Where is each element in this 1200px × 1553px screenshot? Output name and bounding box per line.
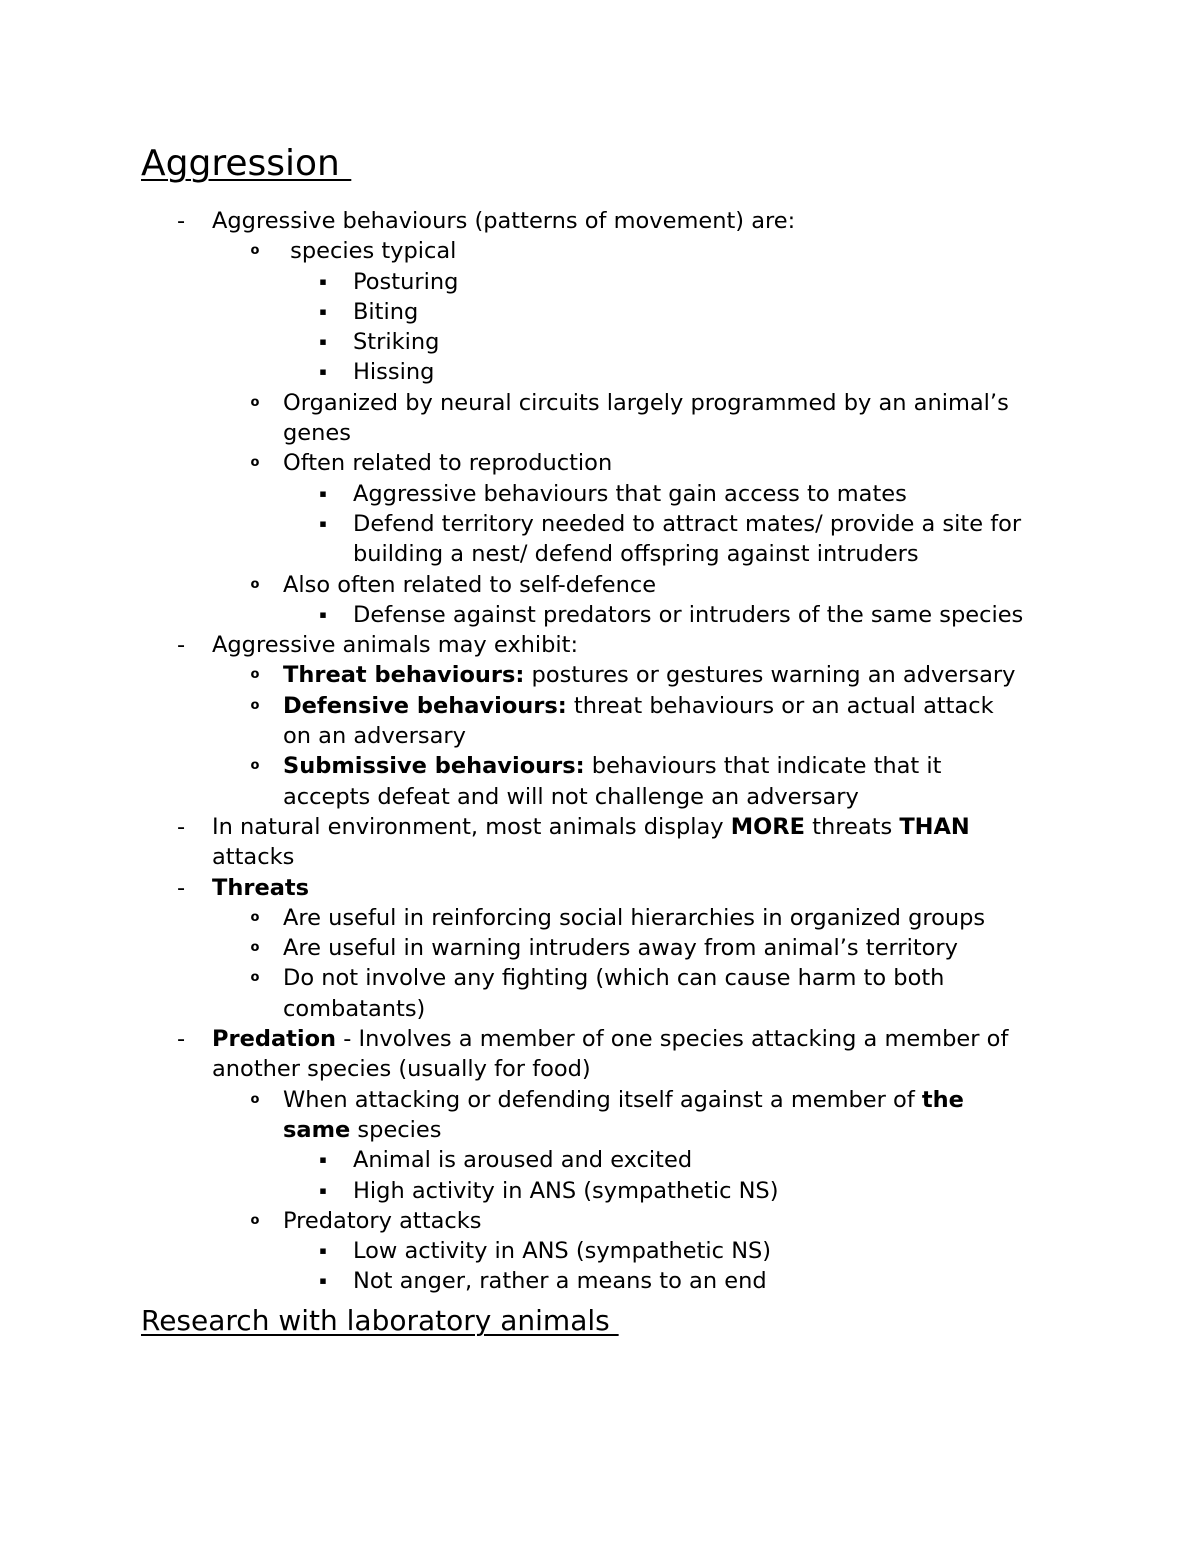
item-text: accepts defeat and will not challenge an adversary: [283, 783, 859, 810]
continuation-line: [0, 994, 1200, 1024]
circle-bullet: o: [250, 940, 260, 956]
continuation-line: [0, 1054, 1200, 1084]
item-text: [283, 1115, 441, 1145]
list-item: [0, 600, 1200, 630]
list-item: [0, 1176, 1200, 1206]
list-item: [0, 1206, 1200, 1236]
item-text: on an adversary: [283, 723, 466, 750]
emphasis-bold: Threats: [212, 874, 310, 901]
section-heading-research: Research with laboratory animals: [141, 1304, 619, 1337]
item-text: Low activity in ANS (sympathetic NS): [353, 1238, 772, 1265]
circle-bullet: o: [250, 576, 260, 592]
circle-bullet: o: [250, 697, 260, 713]
item-text: species typical: [283, 238, 457, 265]
text-segment: In natural environment, most animals display: [212, 813, 731, 840]
list-item: [0, 1085, 1200, 1115]
item-text: Are useful in warning intruders away from animal’s territory: [283, 935, 958, 962]
list-item: [0, 327, 1200, 357]
square-bullet: ▪: [319, 335, 327, 349]
item-text: [283, 751, 941, 781]
item-text: [212, 1024, 1008, 1054]
list-item: [0, 479, 1200, 509]
item-text: Not anger, rather a means to an end: [353, 1268, 767, 1295]
continuation-line: [0, 539, 1200, 569]
circle-bullet: o: [250, 909, 260, 925]
circle-bullet: o: [250, 394, 260, 410]
square-bullet: ▪: [319, 274, 327, 288]
item-text: Animal is aroused and excited: [353, 1147, 693, 1174]
item-text: building a nest/ defend offspring against intruders: [353, 541, 919, 568]
item-text: Also often related to self-defence: [283, 571, 657, 598]
text-segment: threats: [805, 813, 900, 840]
item-text: Do not involve any fighting (which can cause harm to both: [283, 965, 945, 992]
text-segment: When attacking or defending itself against a member of: [283, 1086, 922, 1113]
item-text: [283, 691, 994, 721]
list-item: [0, 630, 1200, 660]
dash-bullet: -: [176, 813, 186, 840]
circle-bullet: o: [250, 455, 260, 471]
circle-bullet: o: [250, 758, 260, 774]
item-text: Often related to reproduction: [283, 450, 613, 477]
list-item: [0, 236, 1200, 266]
item-text: Predatory attacks: [283, 1207, 482, 1234]
square-bullet: ▪: [319, 607, 327, 621]
item-text: Defend territory needed to attract mates/ provide a site for: [353, 510, 1022, 537]
item-text: genes: [283, 420, 351, 447]
list-item: [0, 963, 1200, 993]
square-bullet: ▪: [319, 1244, 327, 1258]
list-item: [0, 570, 1200, 600]
term-bold: Defensive behaviours:: [283, 692, 567, 719]
square-bullet: ▪: [319, 1153, 327, 1167]
square-bullet: ▪: [319, 365, 327, 379]
continuation-line: [0, 842, 1200, 872]
list-item: [0, 357, 1200, 387]
item-text: another species (usually for food): [212, 1056, 591, 1083]
continuation-line: [0, 721, 1200, 751]
item-text: Aggressive animals may exhibit:: [212, 632, 579, 659]
dash-bullet: -: [176, 208, 186, 234]
item-text: [212, 873, 309, 903]
text-segment: species: [350, 1116, 442, 1143]
item-text: combatants): [283, 995, 426, 1022]
list-item: [0, 1024, 1200, 1054]
section-heading-aggression: Aggression: [141, 143, 352, 184]
item-text: Striking: [353, 329, 440, 356]
item-text: Aggressive behaviours that gain access to mates: [353, 480, 907, 507]
square-bullet: ▪: [319, 304, 327, 318]
term-definition: threat behaviours or an actual attack: [566, 692, 994, 719]
emphasis-bold: the: [921, 1086, 964, 1113]
circle-bullet: o: [250, 243, 260, 259]
circle-bullet: o: [250, 970, 260, 986]
item-text: [212, 812, 970, 842]
list-item: [0, 1236, 1200, 1266]
list-item: [0, 509, 1200, 539]
list-item: [0, 751, 1200, 781]
emphasis-bold: THAN: [899, 813, 970, 840]
square-bullet: ▪: [319, 1183, 327, 1197]
item-text: Defense against predators or intruders of the same species: [353, 601, 1024, 628]
list-item: [0, 1266, 1200, 1296]
circle-bullet: o: [250, 1091, 260, 1107]
item-text: attacks: [212, 844, 295, 871]
item-text: Organized by neural circuits largely programmed by an animal’s: [283, 389, 1009, 416]
term-definition: - Involves a member of one species attacking a member of: [336, 1026, 1009, 1053]
outline-list: [0, 206, 1200, 1297]
list-item: [0, 691, 1200, 721]
list-item: [0, 812, 1200, 842]
list-item: [0, 873, 1200, 903]
list-item: [0, 448, 1200, 478]
continuation-line: [0, 1115, 1200, 1145]
dash-bullet: -: [176, 874, 186, 901]
list-item: [0, 1145, 1200, 1175]
square-bullet: ▪: [319, 1274, 327, 1288]
item-text: Biting: [353, 298, 419, 325]
item-text: Are useful in reinforcing social hierarchies in organized groups: [283, 904, 986, 931]
item-text: Hissing: [353, 359, 435, 386]
circle-bullet: o: [250, 667, 260, 683]
list-item: [0, 267, 1200, 297]
term-bold: Threat behaviours:: [283, 662, 525, 689]
list-item: [0, 206, 1200, 236]
continuation-line: [0, 782, 1200, 812]
dash-bullet: -: [176, 1026, 186, 1053]
list-item: [0, 388, 1200, 418]
emphasis-bold: MORE: [730, 813, 805, 840]
continuation-line: [0, 418, 1200, 448]
term-bold: Submissive behaviours:: [283, 753, 585, 780]
item-text: [283, 660, 1015, 690]
list-item: [0, 660, 1200, 690]
list-item: [0, 297, 1200, 327]
term-bold: Predation: [212, 1026, 337, 1053]
dash-bullet: -: [176, 632, 186, 659]
item-text: [283, 1085, 964, 1115]
square-bullet: ▪: [319, 516, 327, 530]
list-item: [0, 903, 1200, 933]
list-item: [0, 933, 1200, 963]
term-definition: postures or gestures warning an adversary: [524, 662, 1016, 689]
item-text: Aggressive behaviours (patterns of movement) are:: [212, 208, 796, 234]
term-definition: behaviours that indicate that it: [584, 753, 942, 780]
item-text: High activity in ANS (sympathetic NS): [353, 1177, 779, 1204]
emphasis-bold: same: [283, 1116, 351, 1143]
square-bullet: ▪: [319, 486, 327, 500]
circle-bullet: o: [250, 1212, 260, 1228]
item-text: Posturing: [353, 268, 459, 295]
